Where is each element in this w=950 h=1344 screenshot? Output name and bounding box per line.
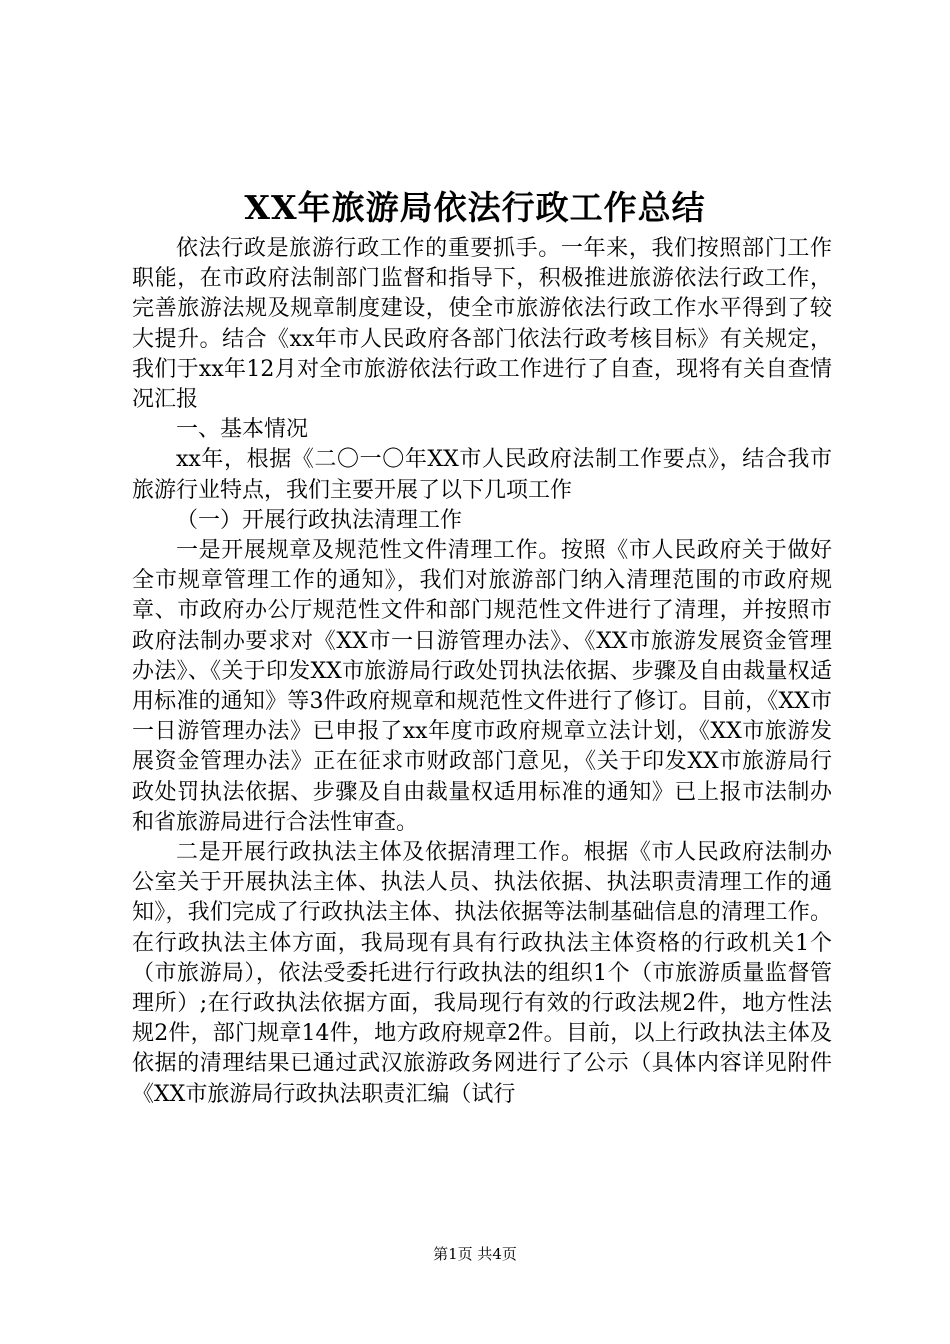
- paragraph-intro: 依法行政是旅游行政工作的重要抓手。一年来，我们按照部门工作职能，在市政府法制部门监督和指导下，积极推进旅游依法行政工作，完善旅游法规及规章制度建设，使全市旅游依法行政工作水平得到了较大提升。结合《xx年市人民政府各部门依法行政考核目标》有关规定，我们于xx年12月对全市旅游依法行政工作进行了自查，现将有关自查情况汇报: [132, 236, 832, 413]
- subsection-heading-enforcement-cleanup: （一）开展行政执法清理工作: [176, 507, 463, 533]
- document-title: XX年旅游局依法行政工作总结: [244, 188, 706, 227]
- paragraph-regulation-cleanup: 一是开展规章及规范性文件清理工作。按照《市人民政府关于做好全市规章管理工作的通知》，我们对旅游部门纳入清理范围的市政府规章、市政府办公厅规范性文件和部门规范性文件进行了清理，并按照市政府法制办要求对《XX市一日游管理办法》、《XX市旅游发展资金管理办法》、《关于印发XX市旅游局行政处罚执法依据、步骤及自由裁量权适用标准的通知》等3件政府规章和规范性文件进行了修订。目前，《XX市一日游管理办法》已申报了xx年度市政府规章立法计划，《XX市旅游发展资金管理办法》正在征求市财政部门意见，《关于印发XX市旅游局行政处罚执法依据、步骤及自由裁量权适用标准的通知》已上报市法制办和省旅游局进行合法性审查。: [132, 538, 832, 835]
- paragraph-overview: xx年，根据《二〇一〇年XX市人民政府法制工作要点》，结合我市旅游行业特点，我们主要开展了以下几项工作: [132, 447, 832, 503]
- document-body: [132, 234, 832, 1110]
- page-footer: 第1页 共4页: [433, 1245, 517, 1263]
- section-heading-basic-situation: 一、基本情况: [176, 417, 309, 443]
- paragraph-subject-basis-cleanup: 二是开展行政执法主体及依据清理工作。根据《市人民政府法制办公室关于开展执法主体、执法人员、执法依据、执法职责清理工作的通知》，我们完成了行政执法主体、执法依据等法制基础信息的清理工作。在行政执法主体方面，我局现有具有行政执法主体资格的行政机关1个（市旅游局），依法受委托进行行政执法的组织1个（市旅游质量监督管理所）;在行政执法依据方面，我局现行有效的行政法规2件，地方性法规2件，部门规章14件，地方政府规章2件。目前，以上行政执法主体及依据的清理结果已通过武汉旅游政务网进行了公示（具体内容详见附件《XX市旅游局行政执法职责汇编（试行: [132, 840, 832, 1107]
